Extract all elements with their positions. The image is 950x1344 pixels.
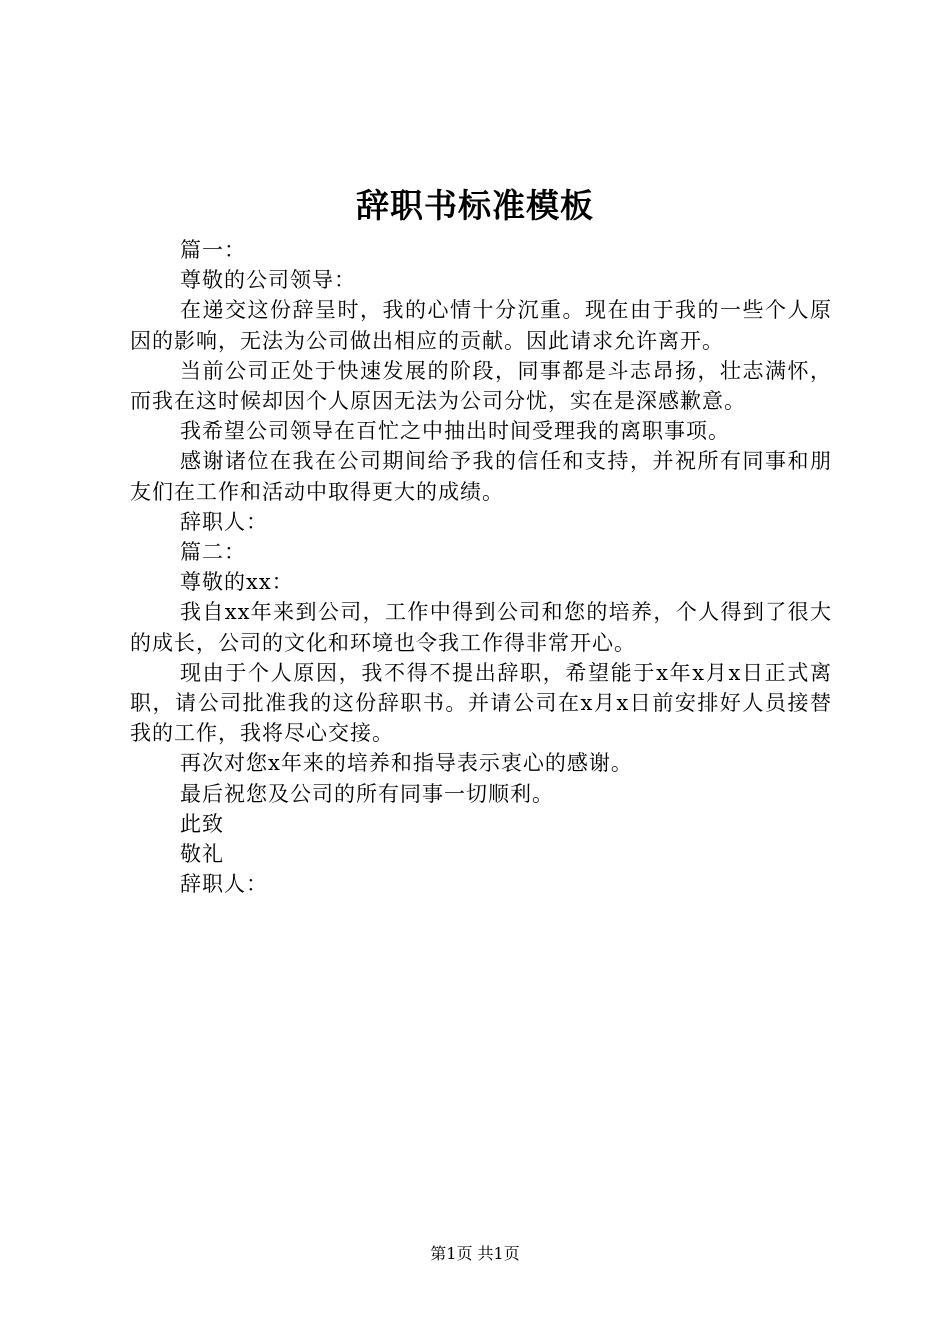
section-heading-one: 篇一： — [180, 238, 246, 262]
document-title: 辞职书标准模板 — [356, 186, 594, 225]
document-body — [130, 235, 832, 899]
signature-line: 辞职人： — [180, 872, 268, 897]
closing-line: 敬礼 — [180, 842, 224, 867]
salutation: 尊敬的公司领导： — [180, 268, 356, 293]
paragraph: 现由于个人原因，我不得不提出辞职，希望能于x年x月x日正式离职，请公司批准我的这份辞职书。并请公司在x月x日前安排好人员接替我的工作，我将尽心交接。 — [130, 660, 832, 746]
paragraph: 我自xx年来到公司，工作中得到公司和您的培养，个人得到了很大的成长，公司的文化和环境也令我工作得非常开心。 — [130, 600, 832, 655]
closing-line: 此致 — [180, 811, 224, 836]
paragraph: 在递交这份辞呈时，我的心情十分沉重。现在由于我的一些个人原因的影响，无法为公司做出相应的贡献。因此请求允许离开。 — [130, 298, 832, 353]
signature-line: 辞职人： — [180, 509, 268, 534]
section-heading-two: 篇二： — [180, 540, 246, 565]
paragraph: 感谢诸位在我在公司期间给予我的信任和支持，并祝所有同事和朋友们在工作和活动中取得更大的成绩。 — [130, 449, 832, 504]
page-footer: 第1页 共1页 — [430, 1244, 520, 1263]
paragraph: 我希望公司领导在百忙之中抽出时间受理我的离职事项。 — [180, 419, 730, 444]
paragraph: 最后祝您及公司的所有同事一切顺利。 — [180, 781, 554, 806]
paragraph: 再次对您x年来的培养和指导表示衷心的感谢。 — [180, 751, 633, 776]
paragraph: 当前公司正处于快速发展的阶段，同事都是斗志昂扬，壮志满怀，而我在这时候却因个人原因无法为公司分忧，实在是深感歉意。 — [130, 358, 832, 414]
salutation: 尊敬的xx： — [180, 570, 294, 595]
